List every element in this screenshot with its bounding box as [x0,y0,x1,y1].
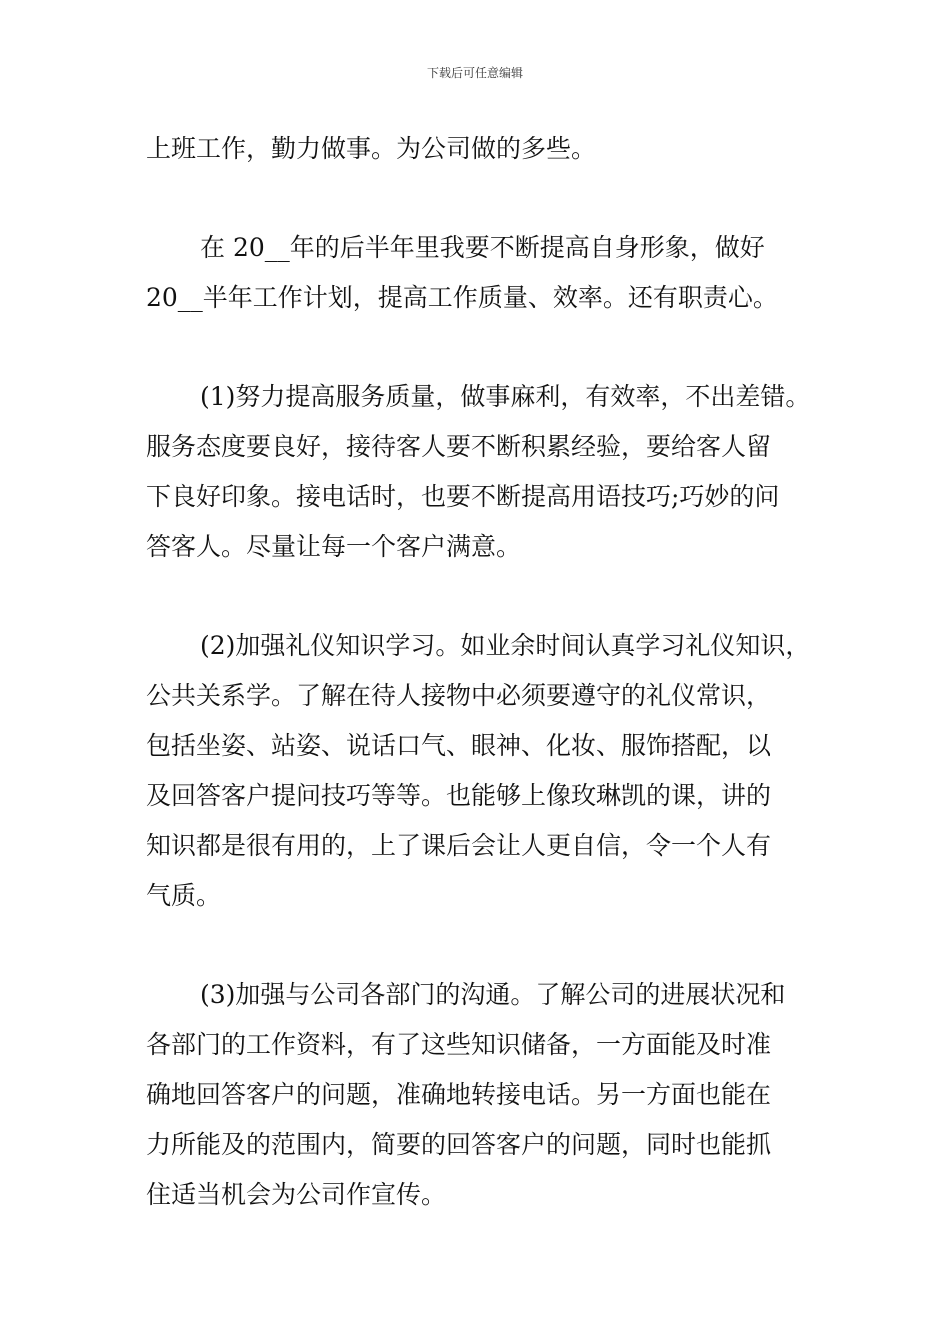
paragraph-first-line: (3)加强与公司各部门的沟通。了解公司的进展状况和 [200,980,786,1009]
text-line: 及回答客户提问技巧等等。也能够上像玫琳凯的课，讲的 [146,781,772,810]
text-line: 上班工作，勤力做事。为公司做的多些。 [146,134,597,163]
paragraph-first-line: (1)努力提高服务质量，做事麻利，有效率，不出差错。 [200,382,811,411]
text-line: 答客人。尽量让每一个客户满意。 [146,532,522,561]
text-line: 服务态度要良好，接待客人要不断积累经验，要给客人留 [146,432,772,461]
text-line: 确地回答客户的问题，准确地转接电话。另一方面也能在 [146,1080,772,1109]
text-line: 下良好印象。接电话时，也要不断提高用语技巧;巧妙的问 [146,482,780,511]
text-line: 公共关系学。了解在待人接物中必须要遵守的礼仪常识， [146,681,772,710]
text-line: 包括坐姿、站姿、说话口气、眼神、化妆、服饰搭配，以 [146,731,772,760]
text-line: 各部门的工作资料，有了这些知识储备，一方面能及时准 [146,1030,772,1059]
page-header: 下载后可任意编辑 [426,66,523,80]
paragraph-first-line: (2)加强礼仪知识学习。如业余时间认真学习礼仪知识， [200,631,811,660]
text-line: 知识都是很有用的，上了课后会让人更自信，令一个人有 [146,831,772,860]
text-line: 气质。 [146,881,222,910]
text-line: 力所能及的范围内，简要的回答客户的问题，同时也能抓 [146,1130,772,1159]
text-line: 住适当机会为公司作宣传。 [146,1180,447,1209]
text-line: 20__半年工作计划，提高工作质量、效率。还有职责心。 [146,283,778,312]
paragraph-first-line: 在 20__年的后半年里我要不断提高自身形象，做好 [200,233,765,262]
